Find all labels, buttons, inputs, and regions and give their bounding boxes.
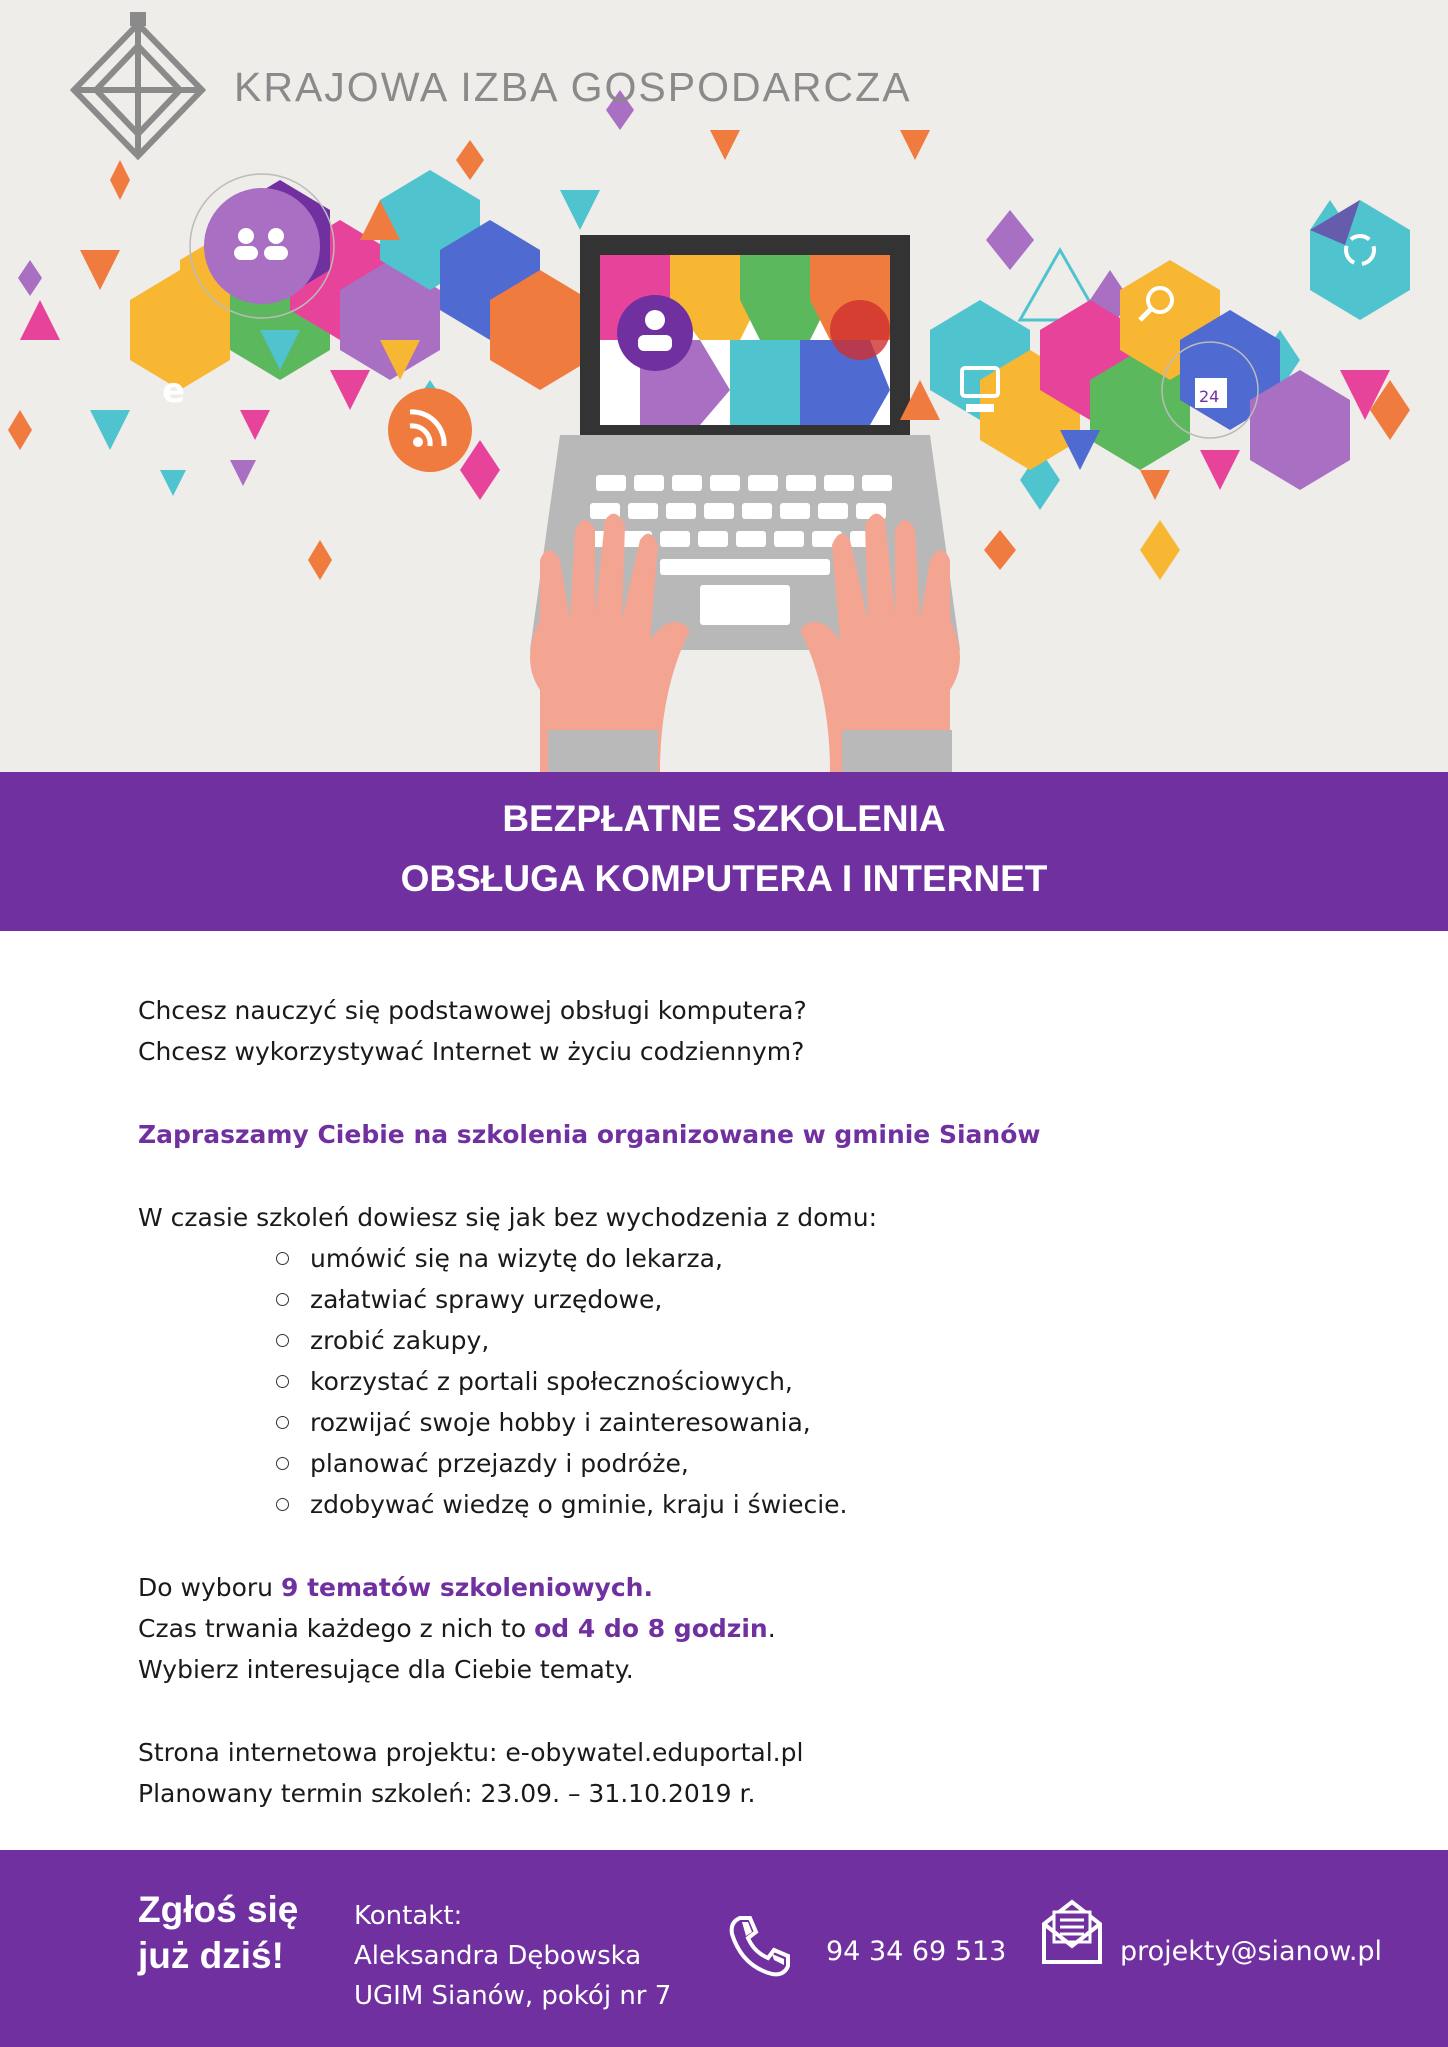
call-to-action (138, 1887, 298, 1979)
list-item: korzystać z portali społecznościowych, (276, 1361, 1318, 1402)
people-icon (190, 174, 334, 318)
phone-icon (728, 1914, 792, 1978)
svg-text:24: 24 (1199, 387, 1220, 406)
svg-text:e: e (162, 371, 186, 411)
list-item: umówić się na wizytę do lekarza, (276, 1238, 1318, 1279)
intro-question-2: Chcesz wykorzystywać Internet w życiu codziennym? (138, 1037, 805, 1066)
banner-title: BEZPŁATNE SZKOLENIA (502, 798, 946, 839)
benefits-lead: W czasie szkoleń dowiesz się jak bez wychodzenia z domu: (138, 1203, 878, 1232)
dates-line: Planowany termin szkoleń: 23.09. – 31.10.2019 r. (138, 1779, 756, 1808)
duration-value: od 4 do 8 godzin (534, 1614, 768, 1643)
email-address[interactable]: projekty@sianow.pl (1120, 1936, 1383, 1967)
topics-line (138, 1567, 1318, 1608)
list-item: zdobywać wiedzę o gminie, kraju i świecie. (276, 1484, 1318, 1525)
banner-subtitle: OBSŁUGA KOMPUTERA I INTERNET (400, 858, 1048, 899)
list-item: rozwijać swoje hobby i zainteresowania, (276, 1402, 1318, 1443)
topics-prefix: Do wyboru (138, 1573, 281, 1602)
intro-question-1: Chcesz nauczyć się podstawowej obsługi komputera? (138, 996, 807, 1025)
cta-line-1: Zgłoś się (138, 1889, 299, 1930)
title-banner (0, 772, 1448, 931)
website-line: Strona internetowa projektu: e-obywatel.eduportal.pl (138, 1738, 804, 1767)
cta-line-2: już dziś! (138, 1935, 284, 1976)
list-item: zrobić zakupy, (276, 1320, 1318, 1361)
main-content (138, 990, 1318, 1814)
footer-bar (0, 1850, 1448, 2047)
topics-count: 9 tematów szkoleniowych. (280, 1573, 653, 1602)
phone-number[interactable]: 94 34 69 513 (826, 1936, 1007, 1967)
hero-graphic (0, 0, 1448, 772)
duration-line (138, 1608, 1318, 1649)
duration-prefix: Czas trwania każdego z nich to (138, 1614, 535, 1643)
list-item: załatwiać sprawy urzędowe, (276, 1279, 1318, 1320)
kig-logo (74, 12, 202, 156)
rss-icon (388, 388, 472, 472)
hero-illustration (0, 0, 1448, 772)
org-name: KRAJOWA IZBA GOSPODARCZA (234, 64, 912, 110)
invite-text: Zapraszamy Ciebie na szkolenia organizowane w gminie Sianów (138, 1120, 1041, 1149)
contact-block (354, 1896, 671, 2016)
list-item: planować przejazdy i podróże, (276, 1443, 1318, 1484)
duration-suffix: . (767, 1614, 776, 1643)
benefits-list (138, 1238, 1318, 1525)
contact-place: UGIM Sianów, pokój nr 7 (354, 1981, 672, 2011)
contact-label: Kontakt: (354, 1901, 463, 1931)
email-icon (162, 371, 185, 411)
mail-icon (1040, 1896, 1104, 1968)
contact-name: Aleksandra Dębowska (354, 1941, 642, 1971)
choose-line: Wybierz interesujące dla Ciebie tematy. (138, 1655, 634, 1684)
